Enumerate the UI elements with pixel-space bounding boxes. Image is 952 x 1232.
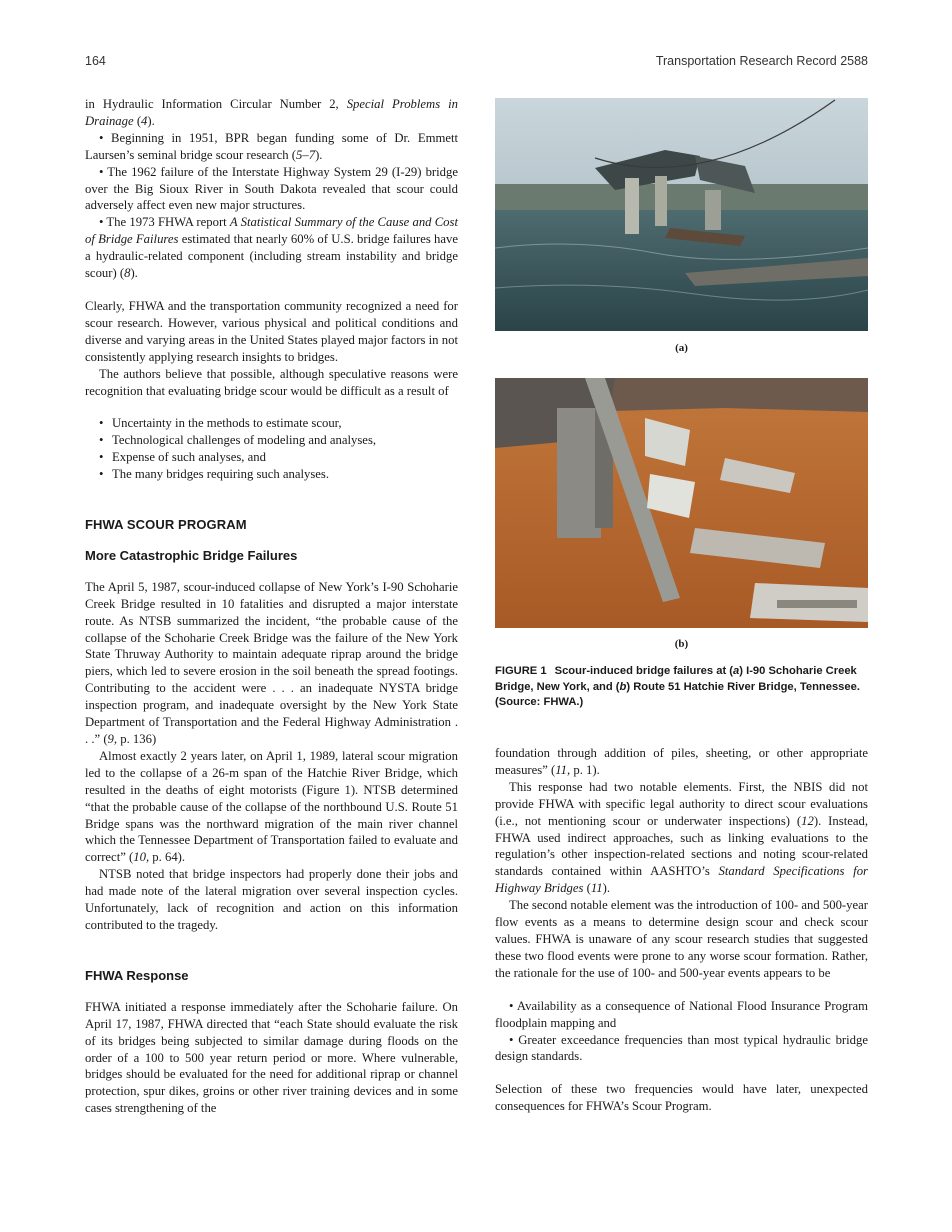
continuation-text: foundation through addition of piles, sheeting, or other appropriate measures” ( — [495, 746, 868, 777]
schoharie-page: p. 136) — [117, 732, 157, 746]
journal-title: Transportation Research Record 2588 — [655, 54, 868, 68]
paragraph-clearly: Clearly, FHWA and the transportation community recognized a need for scour research. However, various physical and political conditions and diverse and varying areas in the United States played major factors in not consistently applying research insights to bridges. — [85, 298, 458, 364]
caption-italic-a: a — [733, 665, 740, 677]
bullet-1973-ref: 8 — [124, 266, 131, 281]
paragraph-second-element: The second notable element was the introduction of 100- and 500-year flow events as a means to determine design scour and check scour values. FHWA is unaware of any scour research studies that suggested these two flood events were prone to any worse scour formation. Rather, the rationale for the use of 100- and 500-year events appears to be — [495, 898, 868, 980]
intro-paren: ( — [133, 113, 142, 128]
bullet-1973-report — [85, 214, 458, 282]
intro-paragraph — [85, 96, 458, 130]
intro-text: in Hydraulic Information Circular Number 2, — [85, 97, 347, 111]
intro-ref: 4 — [141, 113, 148, 128]
paragraph-response: FHWA initiated a response immediately after the Schoharie failure. On April 17, 1987, FHWA directed that “each State should evaluate the risk of its bridges being subjected to similar damage during floods on the order of a 100 to 500 year return period or more. Where vulnerable, bridges should be evaluated for the need for additional riprap or channel protection, spur dikes, groins or other river training devices and in some cases strengthening of the — [85, 999, 458, 1116]
paragraph-hatchie — [85, 748, 458, 866]
bullet-1973-text: • The 1973 FHWA report — [99, 215, 230, 230]
list-item: • The many bridges requiring such analyses. — [85, 466, 458, 483]
bullet-availability: • Availability as a consequence of National Flood Insurance Program floodplain mapping and — [495, 998, 868, 1030]
figure-label-b: (b) — [674, 638, 689, 650]
section-heading: FHWA SCOUR PROGRAM — [85, 517, 247, 533]
paragraph-schoharie — [85, 579, 458, 748]
left-column — [85, 96, 458, 1117]
paragraph-two-elements — [495, 779, 868, 897]
hatchie-text: Almost exactly 2 years later, on April 1, 1989, lateral scour migration led to the collapse of a 26-m span of the Hatchie River Bridge, which resulted in the deaths of eight motorists (Figure 1). NTSB determined “that the probable cause of the collapse of the northbound U.S. Route 51 Bridge spans was the northward migration of the main river channel which the Tennessee Department of Transportation failed to evaluate and correct” ( — [85, 748, 458, 865]
bullet-1973-end: ). — [130, 266, 138, 281]
intro-title: Special Problems in Drainage — [85, 97, 458, 128]
paragraph-authors: The authors believe that possible, although speculative reasons were recognition that evaluating bridge scour would be difficult as a result of — [85, 366, 458, 398]
two-elements-paren: ( — [583, 881, 591, 896]
bullet-1973-title: A Statistical Summary of the Cause and Cost of Bridge Failures — [85, 215, 458, 247]
two-elements-title: Standard Specifications for Highway Bridges — [495, 864, 868, 896]
subsection-heading-response: FHWA Response — [85, 967, 189, 983]
paragraph-ntsb: NTSB noted that bridge inspectors had properly done their jobs and had made note of the lateral migration over several inspection cycles. Unfortunately, lack of recognition and action on this information contributed to the tragedy. — [85, 867, 458, 932]
two-elements-end: ). — [602, 881, 611, 896]
bullet-1973-body: estimated that nearly 60% of U.S. bridge failures have a hydraulic-related component (including stream instability and bridge scour) ( — [85, 232, 458, 281]
two-elements-ref: 12 — [801, 813, 814, 828]
paragraph-continuation — [495, 745, 868, 779]
schoharie-ref: 9, — [107, 732, 118, 746]
two-elements-body: ). Instead, FHWA used indirect approaches, such as linking evaluations to the regulation’s other inspection-related sections and noting scour-related standards contained within AASHTO’s — [495, 813, 868, 879]
caption-text: ) I-90 Schoharie Creek Bridge, New York, and ( — [495, 665, 857, 693]
bullet-bpr-text: • Beginning in 1951, BPR began funding some of Dr. Emmett Laursen’s seminal bridge scour research ( — [85, 130, 458, 162]
bullet-greater: • Greater exceedance frequencies than most typical hydraulic bridge design standards. — [495, 1032, 868, 1064]
bullet-bpr-end: ). — [315, 147, 323, 162]
caption-text: Scour-induced bridge failures at ( — [554, 665, 734, 677]
figure-photo-hatchie — [495, 378, 868, 628]
two-elements-text: This response had two notable elements. First, the NBIS did not provide FHWA with specific legal authority to direct scour evaluations (i.e., not mentioning scour or underwater inspections) ( — [495, 779, 868, 828]
schoharie-text: The April 5, 1987, scour-induced collapse of New York’s I-90 Schoharie Creek Bridge resulted in 10 fatalities and disrupted a major interstate route. As NTSB summarized the incident, “the probable cause of the collapse of the Schoharie Creek Bridge was the failure of the New York State Thruway Authority to maintain adequate riprap around the bridge piers, which led to severe erosion in the soil beneath the spread footings. Contributing to the accident were . . . an inadequate NYSTA bridge inspection program, and inadequate oversight by the New York State Department of Transportation and the Federal Highway Administration . . .” ( — [85, 579, 458, 746]
figure-label-a: (a) — [675, 342, 688, 354]
hatchie-page: p. 64). — [149, 850, 186, 865]
hatchie-ref: 10, — [133, 850, 150, 865]
reasons-list — [85, 415, 458, 483]
bullet-bpr — [85, 130, 458, 164]
bullet-bpr-ref: 5–7 — [296, 147, 316, 162]
continuation-page: p. 1). — [570, 762, 600, 777]
caption-label: FIGURE 1 — [495, 665, 547, 677]
caption-italic-b: b — [619, 680, 627, 693]
two-elements-ref2: 11 — [590, 881, 603, 896]
continuation-ref: 11, — [555, 762, 571, 777]
subsection-heading-failures: More Catastrophic Bridge Failures — [85, 547, 298, 563]
figure-photo-schoharie — [495, 98, 868, 331]
paragraph-selection: Selection of these two frequencies would have later, unexpected consequences for FHWA’s Scour Program. — [495, 1082, 868, 1114]
figure-caption — [495, 664, 868, 711]
list-item: • Uncertainty in the methods to estimate scour, — [85, 415, 458, 432]
caption-text: ) Route 51 Hatchie River Bridge, Tennessee. (Source: FHWA.) — [495, 680, 860, 708]
list-item: • Technological challenges of modeling and analyses, — [85, 432, 458, 449]
intro-end: ). — [147, 113, 155, 128]
bullet-i29: • The 1962 failure of the Interstate Highway System 29 (I-29) bridge over the Big Sioux River in South Dakota revealed that scour could adversely affect even new major structures. — [85, 164, 458, 213]
page-number: 164 — [85, 54, 106, 68]
list-item: • Expense of such analyses, and — [85, 449, 458, 466]
right-column — [495, 745, 868, 1115]
